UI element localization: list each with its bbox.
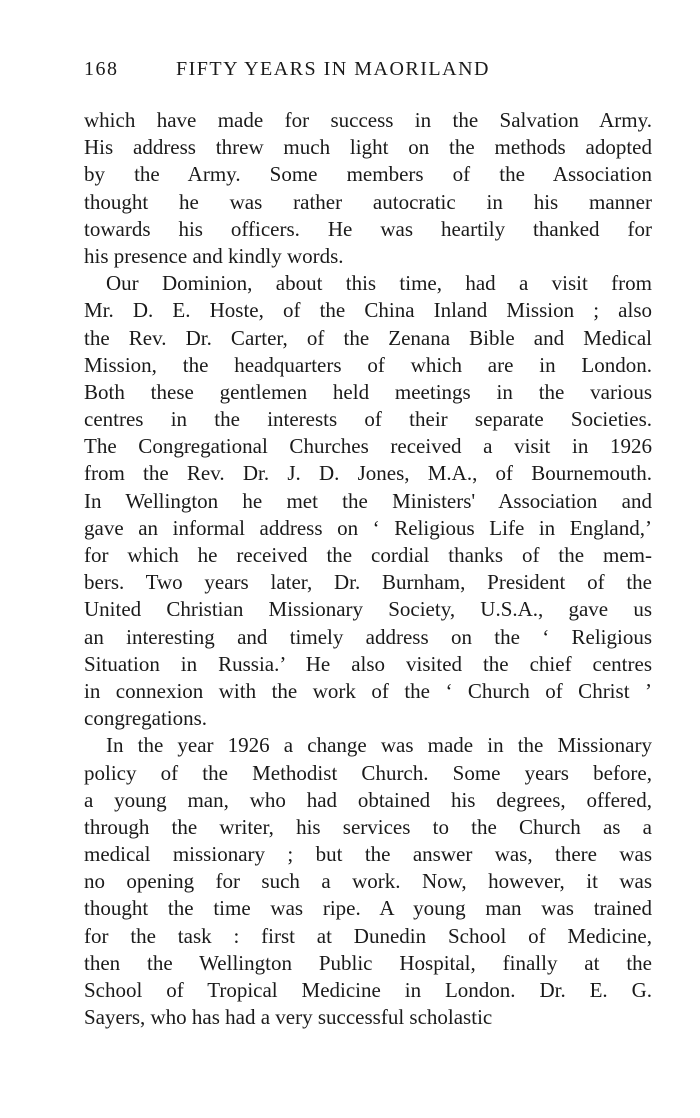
- text-line: Situation in Russia.’ He also visited the chief centres: [84, 651, 652, 676]
- paragraph: [84, 107, 652, 270]
- text-line: towards his officers. He was heartily thanked for: [84, 216, 652, 241]
- text-line: an interesting and timely address on the ‘ Religious: [84, 624, 652, 649]
- paragraph: [84, 270, 652, 732]
- text-line: bers. Two years later, Dr. Burnham, President of the: [84, 570, 652, 595]
- text-line: congregations.: [84, 706, 208, 731]
- text-line: United Christian Missionary Society, U.S.A., gave us: [84, 597, 652, 622]
- text-line: the Rev. Dr. Carter, of the Zenana Bible and Medical: [84, 325, 652, 350]
- text-line: The Congregational Churches received a visit in 1926: [84, 434, 652, 459]
- text-line: centres in the interests of their separate Societies.: [84, 407, 652, 432]
- text-line: Mr. D. E. Hoste, of the China Inland Mission ; also: [84, 298, 652, 323]
- text-line: gave an informal address on ‘ Religious Life in England,’: [84, 515, 652, 540]
- text-line: which have made for success in the Salvation Army.: [84, 108, 652, 132]
- text-line: through the writer, his services to the Church as a: [84, 814, 652, 839]
- text-line: Our Dominion, about this time, had a visit from: [106, 271, 652, 296]
- text-line: policy of the Methodist Church. Some years before,: [84, 760, 652, 785]
- text-line: In Wellington he met the Ministers' Association and: [84, 488, 652, 513]
- text-line: from the Rev. Dr. J. D. Jones, M.A., of Bournemouth.: [84, 461, 652, 486]
- text-line: School of Tropical Medicine in London. Dr. E. G.: [84, 978, 652, 1002]
- text-line: His address threw much light on the methods adopted: [84, 135, 652, 160]
- text-line: his presence and kindly words.: [84, 243, 344, 268]
- text-line: Mission, the headquarters of which are in London.: [84, 352, 652, 377]
- text-line: for the task : first at Dunedin School of Medicine,: [84, 923, 652, 948]
- paragraph: [84, 732, 652, 1031]
- text-line: in connexion with the work of the ‘ Church of Christ ’: [84, 678, 652, 703]
- body-text: [84, 107, 652, 1031]
- book-title: FIFTY YEARS IN MAORILAND: [176, 58, 490, 80]
- text-line: a young man, who had obtained his degrees, offered,: [84, 787, 652, 812]
- text-line: thought the time was ripe. A young man was trained: [84, 896, 652, 921]
- page-number: 168: [84, 58, 119, 80]
- running-head: [84, 58, 654, 88]
- text-line: then the Wellington Public Hospital, finally at the: [84, 950, 652, 975]
- text-line: In the year 1926 a change was made in the Missionary: [106, 733, 652, 758]
- text-line: thought he was rather autocratic in his manner: [84, 189, 652, 214]
- text-line: by the Army. Some members of the Association: [84, 162, 652, 187]
- text-line: no opening for such a work. Now, however, it was: [84, 869, 652, 894]
- text-line: Sayers, who has had a very successful scholastic: [84, 1005, 493, 1030]
- text-line: medical missionary ; but the answer was, there was: [84, 842, 652, 867]
- text-line: Both these gentlemen held meetings in the various: [84, 379, 652, 404]
- text-line: for which he received the cordial thanks of the mem-: [84, 543, 652, 567]
